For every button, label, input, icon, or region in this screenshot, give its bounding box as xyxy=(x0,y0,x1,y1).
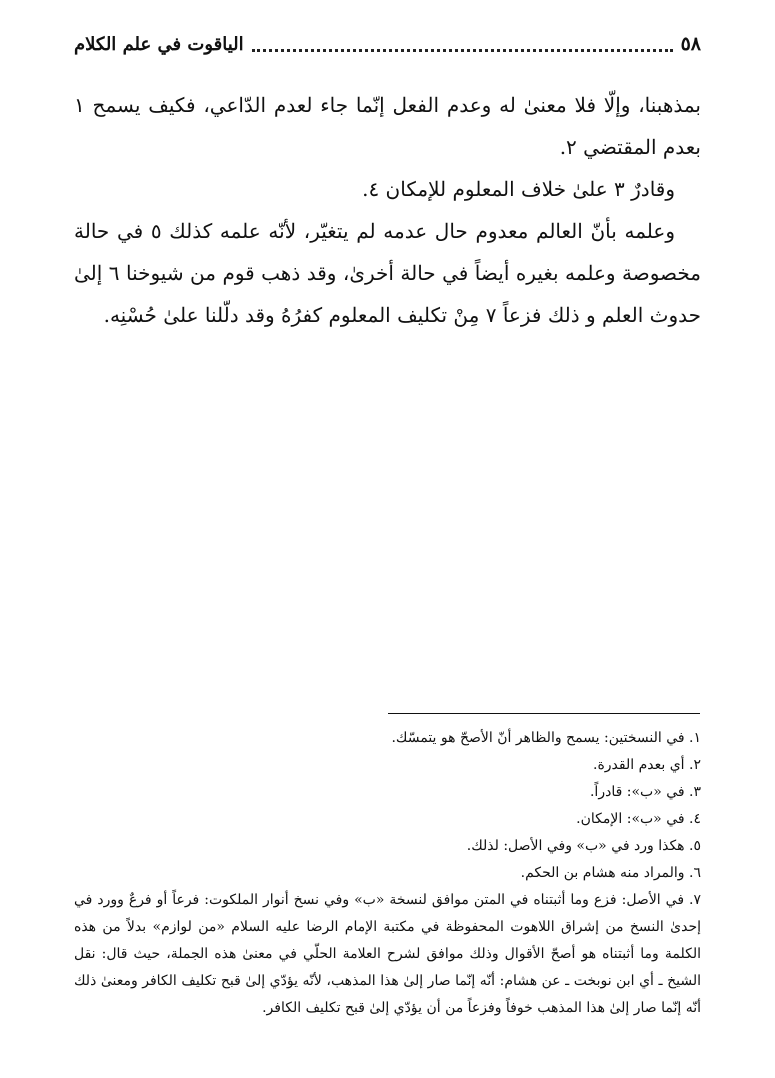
footnote-separator xyxy=(388,713,700,714)
page-number: ٥٨ xyxy=(680,33,701,55)
footnote-4: ٤. في «ب»: الإمكان. xyxy=(576,811,701,827)
footnote-5: ٥. هكذا ورد في «ب» وفي الأصل: لذلك. xyxy=(466,838,701,854)
footnote-2: ٢. أي بعدم القدرة. xyxy=(593,757,701,773)
footnote-7: ٧. في الأصل: فزع وما أثبتناه في المتن موافق لنسخة «ب» وفي نسخ أنوار الملكوت: فرعاً أو فرعٌ وورد في إحدىٰ النسخ من إشراق اللاهوت المحفوظة في مكتبة الإمام الرضا عليه السلام «من لوازم» بدلاً من هذه الكلمة وما أثبتناه هو أصحّ الأقوال وذلك موافق لشرح العلامة الحلّي في معنىٰ هذه الجملة، حيث قال: نقل الشيخ ـ أي ابن نوبخت ـ عن هشام: أنّه إنّما صار إلىٰ هذا المذهب، لأنّه يؤدّي إلىٰ قبح تكليف الكافر ومعنىٰ ذلك أنّه إنّما صار إلىٰ هذا المذهب خوفاً وفزعاً من أن يؤدّي إلىٰ قبح تكليف الكافر. xyxy=(74,892,701,1016)
paragraph-2: وقادرٌ ٣ علىٰ خلاف المعلوم للإمكان ٤. xyxy=(362,177,675,201)
footnote-1: ١. في النسختين: يسمح والظاهر أنّ الأصحّ هو يتمسّك. xyxy=(391,730,701,746)
header-dot-leader xyxy=(252,49,673,52)
footnotes xyxy=(74,725,701,1022)
paragraph-1: بمذهبنا، وإلّا فلا معنىٰ له وعدم الفعل إنّما جاء لعدم الدّاعي، فكيف يسمح ١ بعدم المقتضي ٢. xyxy=(74,93,701,159)
book-title: الياقوت في علم الكلام xyxy=(74,33,244,55)
footnote-3: ٣. في «ب»: قادراً. xyxy=(589,784,701,800)
paragraph-3: وعلمه بأنّ العالم معدوم حال عدمه لم يتغيّر، لأنّه علمه كذلك ٥ في حالة مخصوصة وعلمه بغيره أيضاً في حالة أخرىٰ، وقد ذهب قوم من شيوخنا ٦ إلىٰ حدوث العلم و ذلك فزعاً ٧ مِنْ تكليف المعلوم كفرُهُ وقد دلّلنا علىٰ حُسْنِه. xyxy=(74,219,701,327)
footnote-6: ٦. والمراد منه هشام بن الحكم. xyxy=(520,865,701,881)
body-text xyxy=(74,84,701,336)
running-header xyxy=(74,28,701,60)
